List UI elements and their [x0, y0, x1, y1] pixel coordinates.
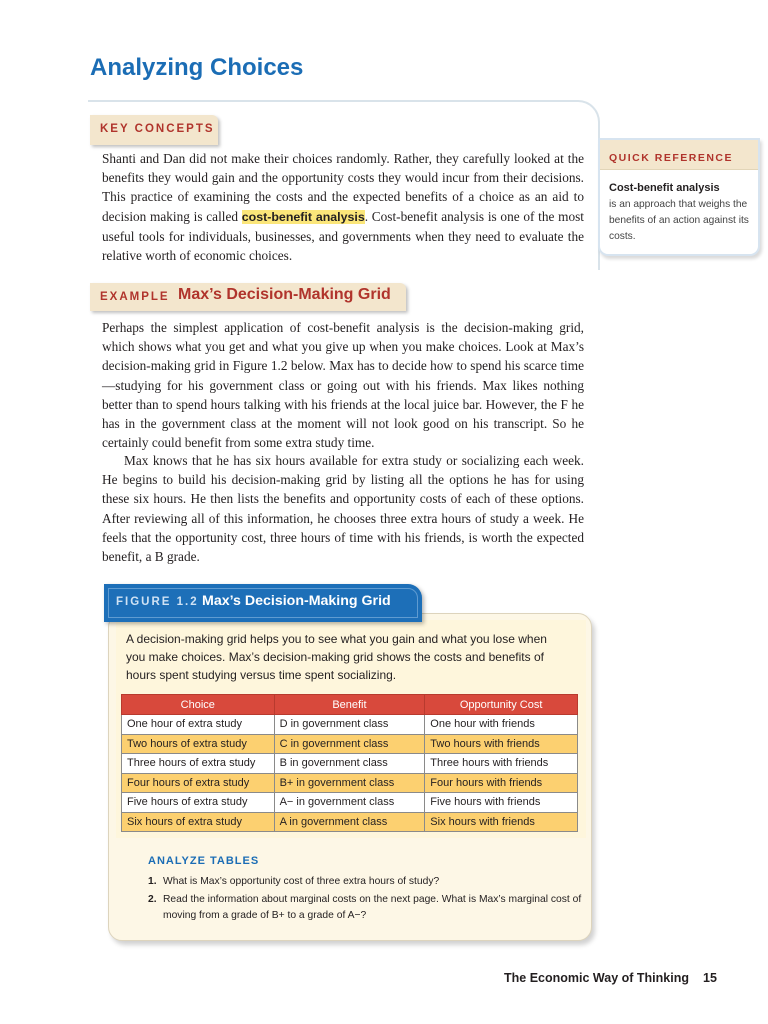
quick-reference-term: Cost-benefit analysis — [609, 182, 720, 194]
figure-label: FIGURE 1.2 — [116, 596, 199, 608]
key-concepts-text-before: Shanti and Dan did not make their choices randomly. Rather, they carefully looked at the benefits they would gain and the opportunity costs they would incur from their decisions. This practice of examining the costs and the expected benefits of a choice as an aid to decision making is called — [102, 151, 584, 224]
table-header-choice: Choice — [122, 695, 275, 715]
page-title: Analyzing Choices — [90, 54, 304, 81]
table-cell: Three hours with friends — [425, 754, 578, 774]
table-cell: Five hours with friends — [425, 793, 578, 813]
table-cell: One hour with friends — [425, 715, 578, 735]
table-row — [122, 734, 578, 754]
example-label: EXAMPLE — [100, 291, 170, 303]
key-concepts-paragraph — [102, 149, 584, 265]
question-number: 2. — [148, 894, 157, 905]
example-paragraph-1: Perhaps the simplest application of cost-benefit analysis is the decision-making grid, which shows what you get and what you give up when you make choices. Look at Max’s decision-making grid in Figure 1.2 below. Max has to decide how to spend his scarce time—studying for his government class or going out with his friends. Max likes nothing better than to spend hours talking with his friends at the local juice bar. However, the F he has in the government class at the moment will not look good on his transcript. So he certainly could benefit from some extra study time. — [102, 320, 584, 451]
analyze-question-2 — [148, 892, 588, 923]
key-concepts-tab — [90, 115, 218, 145]
table-header-row — [122, 695, 578, 715]
decision-making-grid-table — [121, 694, 578, 832]
question-text: What is Max’s opportunity cost of three extra hours of study? — [163, 876, 440, 887]
question-number: 1. — [148, 876, 157, 887]
table-row — [122, 812, 578, 832]
key-concepts-text-after: . Cost-benefit analysis is one of the most useful tools for individuals, businesses, and governments when they need to evaluate the relative worth of economic choices. — [102, 208, 584, 264]
example-title: Max’s Decision-Making Grid — [178, 286, 391, 303]
table-cell: Two hours with friends — [425, 734, 578, 754]
footer-section-title: The Economic Way of Thinking — [504, 971, 689, 985]
table-row — [122, 793, 578, 813]
table-cell: Six hours with friends — [425, 812, 578, 832]
table-cell: A in government class — [274, 812, 425, 832]
example-tab — [90, 283, 406, 311]
figure-title: Max’s Decision-Making Grid — [202, 593, 391, 609]
table-cell: Two hours of extra study — [122, 734, 275, 754]
table-cell: Four hours of extra study — [122, 773, 275, 793]
quick-reference-box — [598, 138, 760, 256]
quick-reference-label: QUICK REFERENCE — [600, 140, 758, 170]
table-cell: Five hours of extra study — [122, 793, 275, 813]
analyze-question-1 — [148, 874, 588, 890]
quick-reference-definition: is an approach that weighs the benefits of an action against its costs. — [609, 199, 749, 242]
table-cell: B+ in government class — [274, 773, 425, 793]
table-header-opportunity-cost: Opportunity Cost — [425, 695, 578, 715]
table-cell: C in government class — [274, 734, 425, 754]
table-cell: B in government class — [274, 754, 425, 774]
figure-tab — [104, 584, 422, 622]
table-cell: A− in government class — [274, 793, 425, 813]
table-cell: One hour of extra study — [122, 715, 275, 735]
table-cell: Three hours of extra study — [122, 754, 275, 774]
question-text: Read the information about marginal costs on the next page. What is Max’s marginal cost of moving from a grade of B+ to a grade of A−? — [163, 894, 582, 921]
table-cell: D in government class — [274, 715, 425, 735]
table-row — [122, 715, 578, 735]
table-cell: Four hours with friends — [425, 773, 578, 793]
table-header-benefit: Benefit — [274, 695, 425, 715]
page-number: 15 — [703, 971, 717, 985]
table-row — [122, 773, 578, 793]
key-term-highlight: cost-benefit analysis — [241, 209, 365, 224]
key-concepts-label: KEY CONCEPTS — [100, 123, 215, 135]
analyze-tables-label: ANALYZE TABLES — [148, 855, 260, 867]
table-row — [122, 754, 578, 774]
example-paragraph-2: Max knows that he has six hours available for extra study or socializing each week. He begins to build his decision-making grid by listing all the options he has for using these six hours. He then lists the benefits and opportunity costs of each of these options. After reviewing all of this information, he chooses three extra hours of study a week. He feels that the opportunity cost, three hours of time with his friends, is worth the expected benefit, a B grade. — [102, 453, 584, 565]
figure-caption: A decision-making grid helps you to see what you gain and what you lose when you make choices. Max’s decision-making grid shows the costs and benefits of hours spent studying versus time spent socializing. — [126, 632, 547, 682]
table-cell: Six hours of extra study — [122, 812, 275, 832]
